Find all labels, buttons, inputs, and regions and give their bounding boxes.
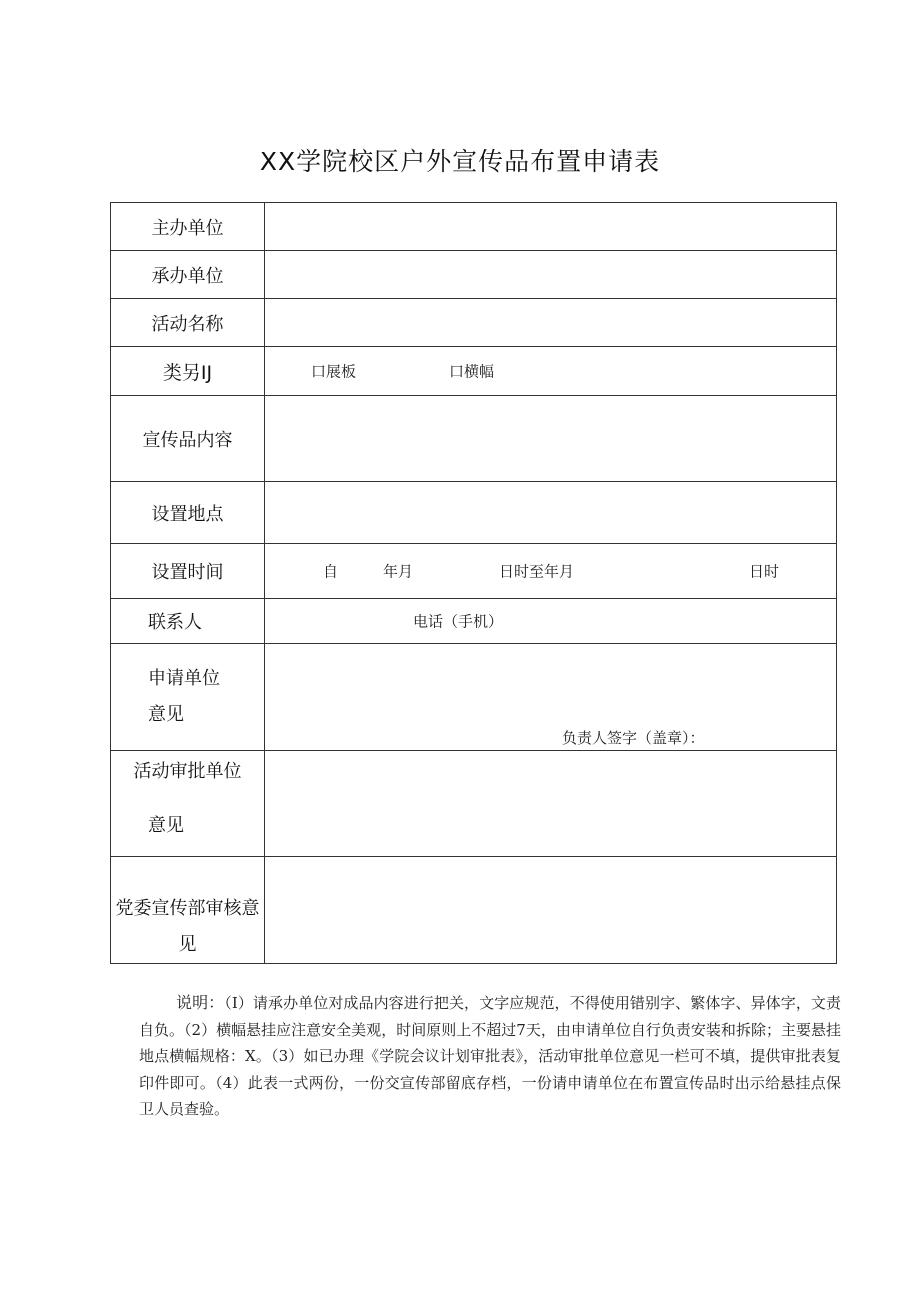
label-contact xyxy=(111,599,265,644)
field-approver-opinion[interactable] xyxy=(265,751,837,857)
row-party-opinion xyxy=(111,857,837,964)
field-location[interactable] xyxy=(265,482,837,544)
application-form-table xyxy=(110,202,837,964)
row-organizer xyxy=(111,203,837,251)
label-approver-opinion-line1: 活动审批单位 xyxy=(133,760,242,782)
field-undertaker[interactable] xyxy=(265,251,837,299)
row-content xyxy=(111,396,837,482)
label-party-opinion-line1: 党委宣传部审核意 xyxy=(115,898,260,919)
label-applicant-opinion-line1: 申请单位 xyxy=(148,668,220,689)
label-content: 宣传品内容 xyxy=(111,396,265,482)
label-time: 设置时间 xyxy=(111,544,265,599)
row-undertaker xyxy=(111,251,837,299)
label-party-opinion-line2: 见 xyxy=(178,934,197,955)
signature-label: 负责人签字（盖章）： xyxy=(562,729,705,747)
label-category: 类另IJ xyxy=(111,347,265,396)
label-contact-text: 联系人 xyxy=(148,612,202,633)
row-category xyxy=(111,347,837,396)
note-text: （I）请承办单位对成品内容进行把关，文字应规范，不得使用错别字、繁体字、异体字，文责自负。（2）横幅悬挂应注意安全美观，时间原则上不超过7天，由申请单位自行负责安装和拆除；主要悬挂地点横幅规格：X。（3）如已办理《学院会议计划审批表》，活动审批单位意见一栏可不填，提供审批表复印件即可。（4）此表一式两份，一份交宣传部留底存档，一份请申请单位在布置宣传品时出示给悬挂点保卫人员查验。 xyxy=(139,994,841,1118)
instructions-note xyxy=(139,990,841,1123)
field-activity-name[interactable] xyxy=(265,299,837,347)
time-from-text: 自 xyxy=(323,562,339,581)
label-party-opinion xyxy=(111,857,265,964)
field-category xyxy=(265,347,837,396)
label-location: 设置地点 xyxy=(111,482,265,544)
form-title: XX学院校区户外宣传品布置申请表 xyxy=(259,147,661,176)
field-contact xyxy=(265,599,837,644)
label-activity-name: 活动名称 xyxy=(111,299,265,347)
field-applicant-opinion[interactable] xyxy=(265,644,837,751)
field-organizer[interactable] xyxy=(265,203,837,251)
row-activity-name xyxy=(111,299,837,347)
phone-label: 电话（手机） xyxy=(413,612,504,631)
label-organizer: 主办单位 xyxy=(111,203,265,251)
row-time xyxy=(111,544,837,599)
row-contact xyxy=(111,599,837,644)
note-lead: 说明： xyxy=(176,993,225,1012)
label-applicant-opinion xyxy=(111,644,265,751)
field-time xyxy=(265,544,837,599)
row-approver-opinion xyxy=(111,751,837,857)
row-applicant-opinion xyxy=(111,644,837,751)
label-undertaker: 承办单位 xyxy=(111,251,265,299)
time-year-month-text: 年月 xyxy=(383,562,414,581)
label-approver-opinion-line2: 意见 xyxy=(148,814,184,836)
checkbox-exhibition-board[interactable]: 口展板 xyxy=(311,362,357,381)
checkbox-banner[interactable]: 口横幅 xyxy=(449,362,495,381)
field-party-opinion[interactable] xyxy=(265,857,837,964)
field-content[interactable] xyxy=(265,396,837,482)
row-location xyxy=(111,482,837,544)
time-mid-text: 日时至年月 xyxy=(499,562,575,581)
label-approver-opinion xyxy=(111,751,265,857)
time-end-text: 日时 xyxy=(749,562,780,581)
label-applicant-opinion-line2: 意见 xyxy=(148,704,184,725)
